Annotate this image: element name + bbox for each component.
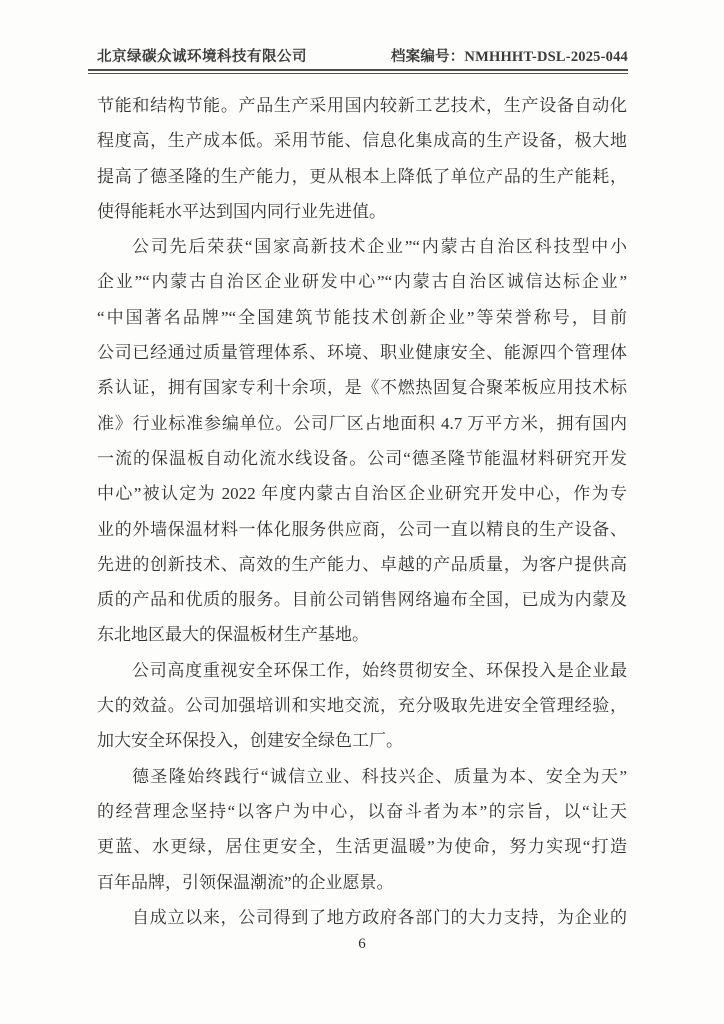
page-number: 6 — [358, 936, 366, 952]
text-line: 公司先后荣获“国家高新技术企业”“内蒙古自治区科技型中小 — [132, 237, 627, 257]
header-doc-number — [391, 45, 628, 66]
text-line: 德圣隆始终践行“诚信立业、科技兴企、质量为本、安全为天” — [132, 766, 627, 786]
text-line: 使得能耗水平达到国内同行业先进值。 — [97, 201, 386, 221]
header-company-name: 北京绿碳众诚环境科技有限公司 — [97, 49, 307, 65]
text-line: 公司已经通过质量管理体系、环境、职业健康安全、能源四个管理体 — [97, 343, 627, 363]
text-line: 质的产品和优质的服务。目前公司销售网络遍布全国，已成为内蒙及 — [97, 590, 627, 610]
text-line: 一流的保温板自动化流水线设备。公司“德圣隆节能温材料研究开发 — [97, 448, 627, 468]
text-line: 提高了德圣隆的生产能力，更从根本上降低了单位产品的生产能耗， — [97, 166, 627, 186]
text-line: 准》行业标准参编单位。公司厂区占地面积 4.7 万平方米，拥有国内 — [97, 413, 627, 433]
text-line: 东北地区最大的保温板材生产基地。 — [97, 625, 369, 645]
header-divider-rule — [88, 69, 628, 74]
text-line: 企业”“内蒙古自治区企业研发中心”“内蒙古自治区诚信达标企业” — [97, 272, 627, 292]
page-header — [97, 45, 628, 66]
header-doc-value: NMHHHT-DSL-2025-044 — [464, 49, 628, 65]
text-line: 中心”被认定为 2022 年度内蒙古自治区企业研究开发中心，作为专 — [97, 484, 627, 504]
text-line: 百年品牌，引领保温潮流”的企业愿景。 — [97, 872, 394, 892]
text-line: 先进的创新技术、高效的生产能力、卓越的产品质量，为客户提供高 — [97, 554, 627, 574]
text-line: 大的效益。公司加强培训和实地交流，充分吸取先进安全管理经验， — [97, 696, 627, 716]
text-line: 自成立以来，公司得到了地方政府各部门的大力支持，为企业的 — [132, 907, 627, 927]
text-line: 加大安全环保投入，创建安全绿色工厂。 — [97, 731, 403, 751]
text-line: 公司高度重视安全环保工作，始终贯彻安全、环保投入是企业最 — [132, 660, 627, 680]
text-line: 节能和结构节能。产品生产采用国内较新工艺技术，生产设备自动化 — [97, 96, 627, 115]
text-line: 的经营理念坚持“以客户为中心，以奋斗者为本”的宗旨，以“让天 — [97, 801, 627, 821]
text-line: 程度高，生产成本低。采用节能、信息化集成高的生产设备，极大地 — [97, 131, 627, 151]
text-line: 业的外墙保温材料一体化服务供应商，公司一直以精良的生产设备、 — [97, 519, 627, 539]
text-line: 更蓝、水更绿，居住更安全，生活更温暖”为使命，努力实现“打造 — [97, 837, 627, 857]
document-body-text — [97, 88, 627, 935]
header-doc-label: 档案编号： — [390, 49, 465, 65]
page-footer — [97, 936, 627, 953]
text-line: “中国著名品牌”“全国建筑节能技术创新企业”等荣誉称号，目前 — [97, 307, 627, 327]
text-line: 系认证，拥有国家专利十余项，是《不燃热固复合聚苯板应用技术标 — [97, 378, 627, 398]
